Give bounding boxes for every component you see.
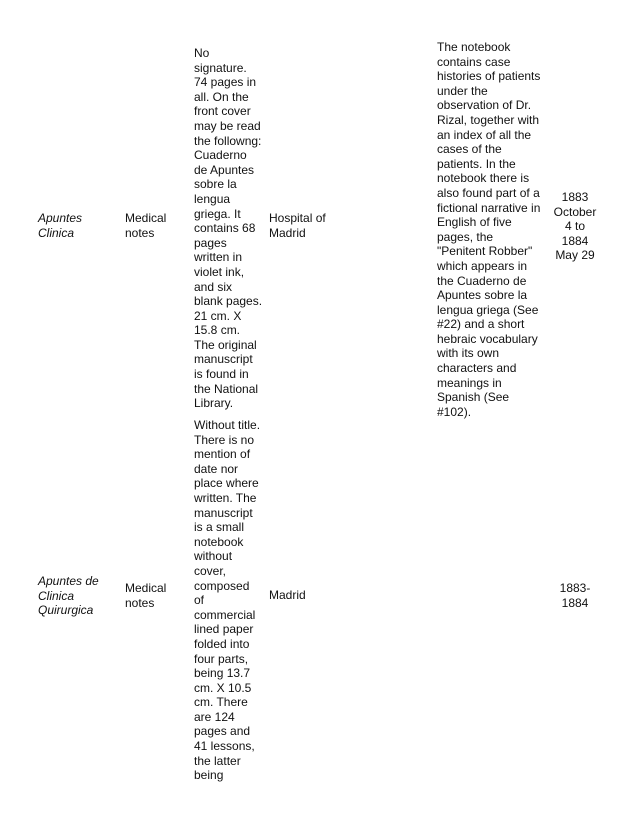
row-2-title-line: Clinica [38, 588, 75, 603]
row-1-description-line: violet ink, [194, 264, 245, 279]
row-1-notes [437, 40, 549, 419]
row-2-date-line: 1883- [559, 581, 591, 595]
row-1-notes-line: #22) and a short [437, 317, 525, 332]
row-1-title-line: Clinica [38, 225, 75, 240]
row-2-place [269, 588, 339, 603]
row-2-date-line: 1884 [561, 595, 589, 610]
row-1-place-line: Madrid [269, 225, 306, 240]
row-1-date-line: October [553, 204, 597, 219]
row-1-notes-line: also found part of a [437, 185, 540, 200]
row-1-notes-line: The notebook [437, 40, 511, 54]
row-2-description-line: of [194, 593, 205, 608]
row-1-type-line: Medical [125, 211, 167, 225]
row-2-description-line: being [194, 768, 224, 783]
row-1-description-line: 21 cm. X [194, 308, 242, 323]
row-1-notes-line: pages, the [437, 229, 494, 244]
row-1-date-line: 4 to [564, 219, 585, 234]
row-2-description-line: four parts, [194, 651, 249, 666]
row-1-description-line: written in [194, 250, 243, 265]
row-1-notes-line: the Cuaderno de [437, 273, 527, 288]
row-1-date-line: May 29 [555, 248, 595, 263]
row-1-notes-line: meanings in [437, 375, 502, 390]
row-1-notes-line: characters and [437, 361, 517, 376]
row-2-type-line: notes [125, 595, 155, 610]
row-2-description-line: are 124 [194, 709, 235, 724]
row-2-description-line: cm. There [194, 695, 248, 710]
row-2-description-line: notebook [194, 534, 244, 549]
row-2-description-line: Without title. [194, 418, 261, 432]
row-1-date-line: 1884 [561, 233, 589, 248]
row-1-notes-line: Rizal, together with [437, 112, 540, 127]
row-1-description-line: lengua [194, 191, 231, 206]
row-2-description-line: lined paper [194, 622, 254, 637]
row-2-type-line: Medical [125, 581, 167, 595]
row-1-notes-line: an index of all the [437, 127, 532, 142]
row-1-description-line: signature. [194, 60, 247, 75]
row-1-notes-line: English of five [437, 215, 512, 230]
row-1-description-line: and six [194, 279, 233, 294]
row-2-description-line: There is no [194, 432, 255, 447]
row-1-description-line: front cover [194, 104, 251, 119]
row-1-description-line: may be read [194, 118, 261, 133]
row-1-description-line: griega. It [194, 206, 241, 221]
row-1-description-line: the followng: [194, 133, 262, 148]
row-1-type [125, 211, 187, 240]
row-2-description-line: is a small [194, 520, 245, 535]
row-1-notes-line: which appears in [437, 258, 528, 273]
row-2-title [38, 574, 118, 618]
row-1-description-line: blank pages. [194, 294, 263, 309]
row-1-notes-line: histories of patients [437, 69, 541, 84]
row-2-description-line: mention of [194, 447, 251, 462]
row-1-notes-line: with its own [437, 346, 500, 361]
row-2-description-line: composed [194, 578, 250, 593]
row-1-notes-line: lengua griega (See [437, 302, 539, 317]
row-1-notes-line: cases of the [437, 142, 502, 157]
row-1-description-line: sobre la [194, 177, 237, 192]
row-2-description-line: folded into [194, 636, 250, 651]
row-1-place [269, 211, 339, 240]
row-1-notes-line: under the [437, 83, 488, 98]
row-1-description-line: 74 pages in [194, 75, 257, 90]
row-1-date [550, 190, 600, 263]
row-1-description-line: 15.8 cm. [194, 323, 241, 338]
row-2-date [550, 581, 600, 610]
row-1-description-line: the National [194, 381, 259, 396]
row-2-title-line: Apuntes de [38, 574, 99, 588]
row-2-description-line: place where [194, 476, 259, 491]
row-1-description-line: manuscript [194, 352, 253, 367]
row-1-notes-line: notebook there is [437, 171, 530, 186]
row-2-description [194, 418, 266, 783]
row-1-notes-line: patients. In the [437, 156, 516, 171]
row-1-description-line: de Apuntes [194, 162, 255, 177]
row-1-date-line: 1883 [561, 190, 589, 204]
row-2-description-line: cm. X 10.5 [194, 680, 252, 695]
row-1-notes-line: Apuntes sobre la [437, 288, 528, 303]
row-2-description-line: cover, [194, 563, 227, 578]
row-2-description-line: written. The [194, 490, 257, 505]
row-1-notes-line: contains case [437, 54, 511, 69]
row-2-description-line: pages and [194, 724, 251, 739]
row-1-description-line: The original [194, 337, 257, 352]
row-2-description-line: manuscript [194, 505, 253, 520]
row-1-notes-line: fictional narrative in [437, 200, 541, 215]
row-1-description-line: all. On the [194, 89, 249, 104]
row-2-description-line: the latter [194, 753, 241, 768]
row-1-description-line: pages [194, 235, 227, 250]
row-1-notes-line: Spanish (See [437, 390, 510, 405]
row-1-type-line: notes [125, 225, 155, 240]
row-1-description-line: contains 68 [194, 221, 256, 236]
row-1-notes-line: observation of Dr. [437, 98, 532, 113]
row-1-notes-line: "Penitent Robber" [437, 244, 533, 259]
row-2-title-line: Quirurgica [38, 603, 94, 618]
row-2-place-line: Madrid [269, 588, 306, 602]
row-1-title-line: Apuntes [38, 211, 83, 225]
row-1-description-line: Cuaderno [194, 148, 247, 163]
row-1-description-line: Library. [194, 396, 234, 411]
row-2-description-line: being 13.7 [194, 666, 251, 681]
row-2-description-line: date nor [194, 461, 239, 476]
row-1-title [38, 211, 118, 240]
row-2-description-line: without [194, 549, 233, 564]
row-2-description-line: 41 lessons, [194, 739, 255, 754]
row-1-notes-line: hebraic vocabulary [437, 331, 538, 346]
row-1-notes-line: #102). [437, 404, 472, 419]
row-2-type [125, 581, 187, 610]
row-1-description [194, 46, 266, 411]
row-1-place-line: Hospital of [269, 211, 326, 225]
row-1-description-line: is found in [194, 367, 249, 382]
row-2-description-line: commercial [194, 607, 256, 622]
row-1-description-line: No [194, 46, 210, 60]
